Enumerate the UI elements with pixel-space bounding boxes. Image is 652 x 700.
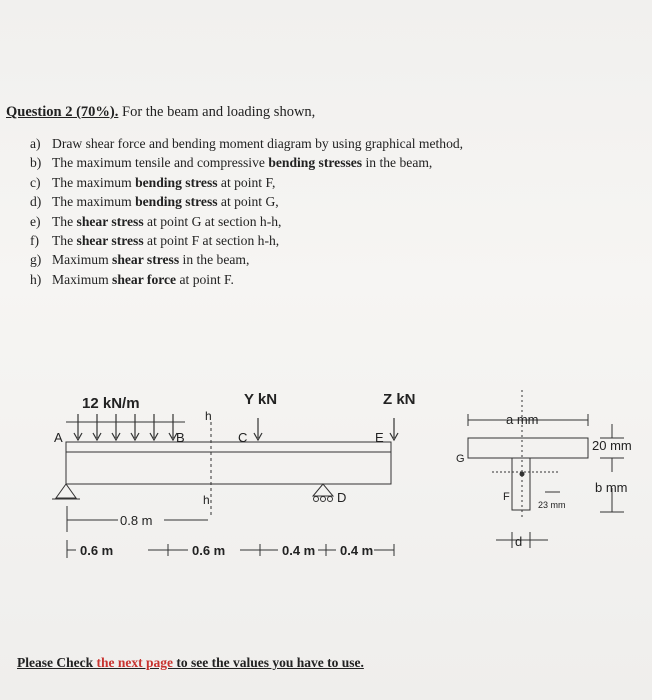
item-bold-text: shear stress (76, 213, 144, 229)
section-h-bottom: h (203, 493, 210, 507)
item-letter: b) (30, 155, 42, 171)
item-text: at point F. (176, 271, 234, 287)
web (512, 458, 530, 510)
beam-body (66, 442, 391, 484)
footer-post: to see the values you have to use. (172, 655, 364, 670)
item-text: The (52, 233, 77, 249)
item-text: The maximum (52, 174, 136, 190)
dim-label-2: 0.6 m (192, 543, 226, 558)
question-item-a (30, 134, 463, 153)
question-items-list (30, 134, 463, 289)
item-letter: c) (30, 174, 41, 190)
item-text: Maximum (52, 271, 113, 287)
point-c-label: C (238, 430, 248, 445)
point-f-label: F (503, 491, 510, 503)
question-item-d (30, 192, 463, 211)
dim-label-4: 0.4 m (340, 543, 374, 558)
item-text: in the beam, (179, 252, 250, 268)
point-a-label: A (54, 430, 63, 445)
question-label: Question 2 (70%). (6, 104, 119, 120)
flange (468, 438, 588, 458)
dim-label-3: 0.4 m (282, 543, 316, 558)
item-bold-text: shear force (112, 271, 177, 287)
dim-a-label: a mm (506, 412, 539, 427)
item-text: at point F, (217, 174, 276, 190)
question-item-h (30, 270, 463, 289)
item-text: in the beam, (362, 155, 433, 171)
pin-support-a (52, 484, 80, 499)
top-thickness-label: 20 mm (592, 438, 632, 453)
question-heading (6, 104, 315, 121)
section-h-top: h (205, 409, 212, 423)
item-text: at point G at section h-h, (143, 213, 282, 229)
centroid-dot (520, 472, 525, 477)
point-d-label: D (337, 490, 347, 505)
point-e-label: E (375, 430, 384, 445)
question-item-b (30, 153, 463, 172)
question-item-f (30, 231, 463, 250)
point-g-label: G (456, 453, 465, 465)
item-bold-text: bending stresses (268, 155, 363, 171)
item-bold-text: bending stress (135, 194, 218, 210)
item-letter: d) (30, 194, 42, 210)
point-b-label: B (176, 430, 185, 445)
item-bold-text: shear stress (112, 252, 180, 268)
item-letter: a) (30, 136, 41, 151)
udl-label: 12 kN/m (82, 395, 140, 412)
question-item-c (30, 173, 463, 192)
footer-note (17, 655, 364, 671)
item-text: Maximum (52, 252, 113, 268)
beam-figure (0, 380, 652, 580)
z-load-label: Z kN (383, 391, 416, 408)
roller-support-d (313, 484, 333, 502)
question-item-g (30, 250, 463, 269)
dim-label-1: 0.6 m (80, 543, 114, 558)
item-letter: h) (30, 271, 42, 287)
dim-d-label: d (515, 534, 523, 549)
web-height-label: 23 mm (538, 500, 566, 510)
udl-arrows (74, 414, 177, 440)
item-bold-text: bending stress (135, 174, 218, 190)
question-item-e (30, 212, 463, 231)
question-text: For the beam and loading shown, (118, 104, 316, 120)
item-text: at point G, (217, 194, 279, 210)
next-page-link[interactable]: the next page (96, 655, 173, 670)
item-text: The maximum tensile and compressive (52, 155, 269, 171)
item-text: The (52, 213, 77, 229)
dim-0-8-label: 0.8 m (120, 513, 153, 528)
item-letter: e) (30, 213, 41, 229)
item-text: Draw shear force and bending moment diagram by using graphical method, (52, 136, 464, 151)
dim-b-label: b mm (595, 480, 628, 495)
t-section (468, 390, 624, 548)
y-load-label: Y kN (244, 391, 278, 408)
item-text: The maximum (52, 194, 136, 210)
item-letter: f) (30, 233, 40, 249)
item-letter: g) (30, 252, 42, 268)
item-bold-text: shear stress (76, 233, 144, 249)
footer-pre: Please Check (17, 655, 97, 670)
item-text: at point F at section h-h, (143, 233, 280, 249)
